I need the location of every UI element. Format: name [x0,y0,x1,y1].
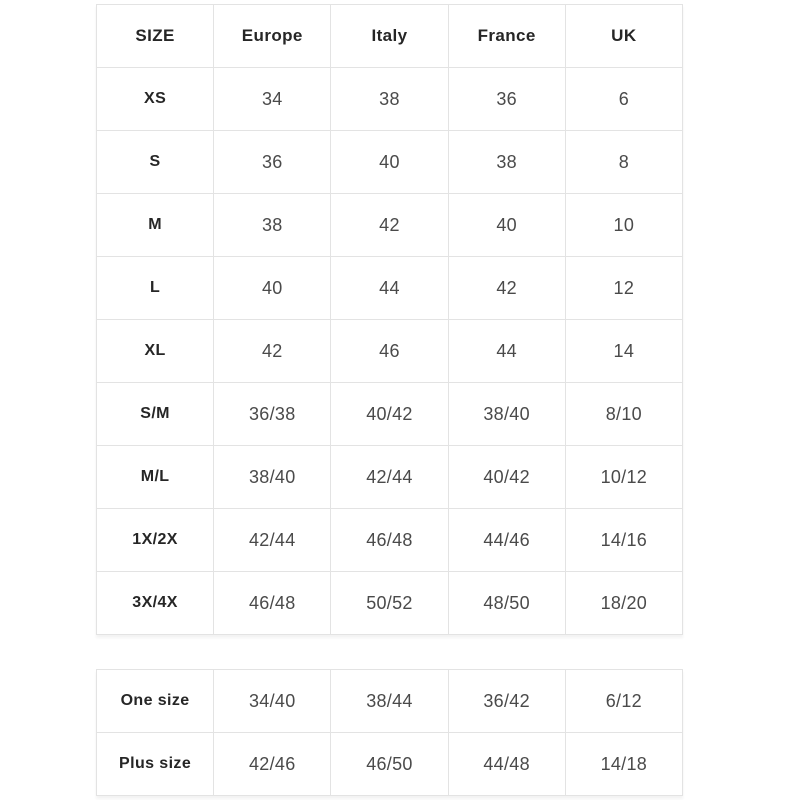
value-cell: 38/40 [448,383,565,446]
value-cell: 46/48 [214,572,331,635]
table-row [97,383,683,446]
table-row [97,670,683,733]
value-cell: 44/48 [448,733,565,796]
value-cell: 40 [214,257,331,320]
value-cell: 38 [448,131,565,194]
value-cell: 48/50 [448,572,565,635]
value-cell: 40/42 [448,446,565,509]
table-row [97,68,683,131]
size-label-cell: 1X/2X [97,509,214,572]
value-cell: 8 [565,131,682,194]
table-row [97,572,683,635]
table-row [97,733,683,796]
size-label-cell: One size [97,670,214,733]
size-label-cell: L [97,257,214,320]
value-cell: 36/38 [214,383,331,446]
value-cell: 44 [331,257,448,320]
value-cell: 10 [565,194,682,257]
column-header-europe: Europe [214,5,331,68]
value-cell: 44/46 [448,509,565,572]
table-row [97,509,683,572]
table-row [97,446,683,509]
value-cell: 14 [565,320,682,383]
value-cell: 6 [565,68,682,131]
size-label-cell: XS [97,68,214,131]
value-cell: 34 [214,68,331,131]
value-cell: 38/40 [214,446,331,509]
value-cell: 14/16 [565,509,682,572]
value-cell: 18/20 [565,572,682,635]
value-cell: 44 [448,320,565,383]
value-cell: 42 [448,257,565,320]
value-cell: 38 [331,68,448,131]
value-cell: 42/44 [214,509,331,572]
value-cell: 36 [214,131,331,194]
table-row [97,194,683,257]
value-cell: 10/12 [565,446,682,509]
value-cell: 42/44 [331,446,448,509]
column-header-france: France [448,5,565,68]
value-cell: 46 [331,320,448,383]
value-cell: 50/52 [331,572,448,635]
value-cell: 38/44 [331,670,448,733]
value-cell: 42/46 [214,733,331,796]
value-cell: 14/18 [565,733,682,796]
column-header-row [97,5,683,68]
value-cell: 40 [331,131,448,194]
value-cell: 40/42 [331,383,448,446]
value-cell: 8/10 [565,383,682,446]
size-label-cell: S [97,131,214,194]
size-label-cell: XL [97,320,214,383]
value-cell: 46/48 [331,509,448,572]
value-cell: 12 [565,257,682,320]
value-cell: 34/40 [214,670,331,733]
table-row [97,320,683,383]
size-tables-container [96,4,682,796]
value-cell: 42 [214,320,331,383]
size-label-cell: S/M [97,383,214,446]
column-header-size: SIZE [97,5,214,68]
value-cell: 36/42 [448,670,565,733]
value-cell: 46/50 [331,733,448,796]
special-sizes-table [96,669,683,796]
value-cell: 6/12 [565,670,682,733]
column-header-uk: UK [565,5,682,68]
table-row [97,257,683,320]
size-conversion-table [96,4,683,635]
value-cell: 36 [448,68,565,131]
size-label-cell: M/L [97,446,214,509]
table-row [97,131,683,194]
value-cell: 40 [448,194,565,257]
size-label-cell: 3X/4X [97,572,214,635]
size-label-cell: M [97,194,214,257]
value-cell: 38 [214,194,331,257]
value-cell: 42 [331,194,448,257]
size-label-cell: Plus size [97,733,214,796]
column-header-italy: Italy [331,5,448,68]
